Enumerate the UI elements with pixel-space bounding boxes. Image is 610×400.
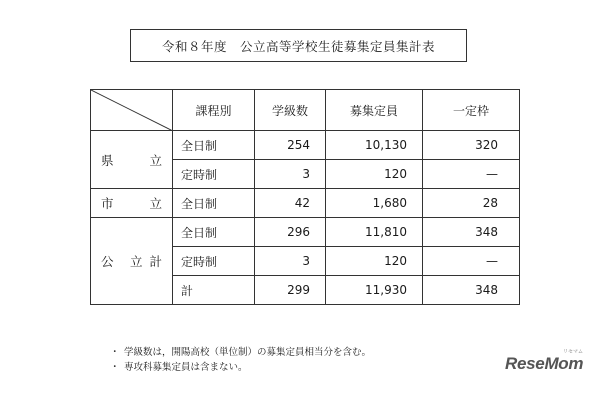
footnote-text: 専攻科募集定員は含まない。 [124, 362, 248, 373]
footnotes [110, 345, 371, 375]
group-label-char: 立 [149, 196, 162, 211]
classes-value: 3 [255, 247, 326, 276]
capacity-value: 120 [326, 160, 423, 189]
course-type: 全日制 [173, 189, 255, 218]
capacity-value: 11,930 [326, 276, 423, 305]
table-row [91, 218, 520, 247]
group-label-public-total [91, 218, 173, 305]
group-label-char: 立 [130, 254, 143, 269]
group-label-char: 県 [101, 152, 114, 168]
quota-value: 348 [423, 218, 520, 247]
classes-value: 3 [255, 160, 326, 189]
quota-value: — [423, 160, 520, 189]
course-type: 全日制 [173, 131, 255, 160]
logo-subtext: リセマム [563, 349, 583, 355]
classes-value: 254 [255, 131, 326, 160]
header-course: 課程別 [173, 90, 255, 131]
header-row [91, 90, 520, 131]
header-capacity: 募集定員 [326, 90, 423, 131]
quota-value: — [423, 247, 520, 276]
capacity-value: 10,130 [326, 131, 423, 160]
classes-value: 296 [255, 218, 326, 247]
quota-value: 348 [423, 276, 520, 305]
quota-value: 28 [423, 189, 520, 218]
resemom-logo: ReseMom [505, 354, 584, 373]
quota-value: 320 [423, 131, 520, 160]
table-row [91, 189, 520, 218]
bullet-icon: ・ [110, 362, 120, 373]
capacity-value: 11,810 [326, 218, 423, 247]
diagonal-header-cell [91, 90, 173, 131]
group-label-char: 市 [101, 196, 114, 211]
page-title: 令和８年度 公立高等学校生徒募集定員集計表 [130, 29, 467, 62]
footnote-item [110, 360, 371, 375]
course-type: 計 [173, 276, 255, 305]
group-label-char: 立 [149, 152, 162, 168]
group-label-char: 公 [101, 254, 114, 269]
header-quota: 一定枠 [423, 90, 520, 131]
capacity-value: 1,680 [326, 189, 423, 218]
bullet-icon: ・ [110, 347, 120, 358]
group-label-char: 計 [149, 254, 162, 269]
classes-value: 42 [255, 189, 326, 218]
classes-value: 299 [255, 276, 326, 305]
capacity-value: 120 [326, 247, 423, 276]
group-label-prefectural [91, 131, 173, 189]
table-row [91, 131, 520, 160]
course-type: 全日制 [173, 218, 255, 247]
group-label-municipal [91, 189, 173, 218]
course-type: 定時制 [173, 160, 255, 189]
diagonal-line-icon [91, 90, 173, 131]
capacity-table [90, 89, 520, 305]
footnote-text: 学級数は，開陽高校（単位制）の募集定員相当分を含む。 [124, 347, 372, 358]
header-classes: 学級数 [255, 90, 326, 131]
footnote-item [110, 345, 371, 360]
course-type: 定時制 [173, 247, 255, 276]
